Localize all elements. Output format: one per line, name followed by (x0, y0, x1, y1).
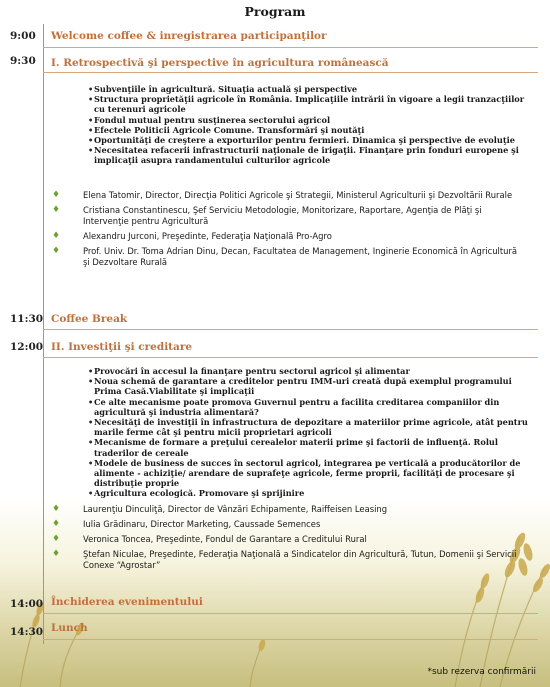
topic-list (88, 366, 533, 499)
list-item: • Provocări în accesul la finanţare pentru sectorul agricol şi alimentar (88, 366, 533, 376)
speaker-text: Cristiana Constantinescu, Şef Serviciu Metodologie, Monitorizare, Raportare, Agenţia de Plăţi şi Intervenţie pentru Agricultură (83, 205, 482, 226)
time-label: 14:30 (10, 626, 44, 638)
list-item (52, 504, 522, 515)
list-item (52, 246, 522, 268)
list-item: • Mecanisme de formare a preţului cerealelor materii prime şi factorii de influenţă. Rolul traderilor de cereale (88, 437, 533, 457)
speaker-text: Prof. Univ. Dr. Toma Adrian Dinu, Decan, Facultatea de Management, Inginerie Economică în Agricultură şi Dezvoltare Rurală (83, 246, 518, 267)
divider (43, 329, 538, 330)
list-item: • Fondul mutual pentru susţinerea sectorului agricol (88, 115, 533, 125)
bullet-icon: ♦ (52, 504, 61, 514)
bullet-icon: ♦ (52, 246, 61, 256)
list-item: • Agricultura ecologică. Promovare şi sprijinire (88, 488, 533, 498)
list-item: • Efectele Politicii Agricole Comune. Transformări şi noutăţi (88, 125, 533, 135)
time-label: 14:00 (10, 598, 44, 610)
divider (43, 357, 538, 358)
speaker-text: Laurenţiu Dinculiţă, Director de Vânzări Echipamente, Raiffeisen Leasing (83, 504, 388, 514)
list-item (52, 205, 522, 227)
speaker-text: Veronica Toncea, Preşedinte, Fondul de Garantare a Creditului Rural (83, 534, 367, 544)
divider (43, 613, 538, 614)
session-title: Coffee Break (51, 313, 128, 325)
session-title: II. Investiţii şi creditare (51, 341, 193, 353)
list-item: • Subvenţiile în agricultură. Situaţia actuală şi perspective (88, 84, 533, 94)
list-item (52, 190, 522, 201)
bullet-icon: ♦ (52, 534, 61, 544)
time-label: 11:30 (10, 313, 44, 325)
time-label: 12:00 (10, 341, 44, 353)
session-title: Welcome coffee & inregistrarea participanţilor (51, 30, 327, 42)
list-item (52, 519, 522, 530)
list-item: • Necesităţi de investiţii în infrastructura de depozitare a materiilor prime agricole, atât pentru marile ferme cât şi pentru micii proprietari agricoli (88, 417, 533, 437)
bullet-icon: ♦ (52, 205, 61, 215)
list-item: • Ce alte mecanisme poate promova Guvernul pentru a facilita creditarea companiilor din agricultură şi industria alimentară? (88, 397, 533, 417)
speaker-text: Elena Tatomir, Director, Direcţia Politici Agricole şi Strategii, Ministerul Agriculturii şi Dezvoltării Rurale (83, 190, 513, 200)
list-item (52, 549, 522, 571)
speaker-list (52, 504, 522, 575)
list-item: • Noua schemă de garantare a creditelor pentru IMM-uri creată după exemplul programului Prima Casă.Viabilitate şi implicaţii (88, 376, 533, 396)
bullet-icon: ♦ (52, 190, 61, 200)
list-item: • Oportunităţi de creştere a exporturilor pentru fermieri. Dinamica şi perspective de evoluţie (88, 135, 533, 145)
topic-list (88, 84, 533, 166)
confirmation-note: *sub rezerva confirmării (427, 667, 536, 677)
speaker-text: Ştefan Niculae, Preşedinte, Federaţia Naţională a Sindicatelor din Agricultură, Tutun, Domenii şi Servicii Conexe “Agrostar” (83, 549, 517, 570)
session-title: I. Retrospectivă şi perspective în agricultura românească (51, 57, 389, 69)
list-item: • Modele de business de succes în sectorul agricol, integrarea pe verticală a producătorilor de alimente - achiziţie/ arendare de suprafeţe agricole, ferme proprii, facilităţi de procesare şi distribuţie proprie (88, 458, 533, 489)
divider (43, 639, 538, 640)
time-label: 9:30 (10, 55, 36, 67)
list-item: • Necesitatea refacerii infrastructurii naţionale de irigaţii. Finanţare prin fonduri europene şi implicaţii asupra randamentului culturilor agricole (88, 145, 533, 165)
list-item (52, 534, 522, 545)
session-title: Închiderea evenimentului (51, 596, 203, 608)
speaker-list (52, 190, 522, 272)
list-item (52, 231, 522, 242)
bullet-icon: ♦ (52, 519, 61, 529)
page-title: Program (244, 4, 306, 19)
session-title: Lunch (51, 622, 88, 634)
divider (43, 47, 538, 48)
bullet-icon: ♦ (52, 231, 61, 241)
timeline-line (43, 24, 44, 644)
list-item: • Structura proprietăţii agricole în România. Implicaţiile intrării în vigoare a legii tranzacţiilor cu terenuri agricole (88, 94, 533, 114)
bullet-icon: ♦ (52, 549, 61, 559)
speaker-text: Iulia Grădinaru, Director Marketing, Caussade Semences (83, 519, 321, 529)
time-label: 9:00 (10, 30, 36, 42)
divider (43, 72, 538, 73)
speaker-text: Alexandru Jurconi, Preşedinte, Federaţia Naţională Pro-Agro (83, 231, 332, 241)
